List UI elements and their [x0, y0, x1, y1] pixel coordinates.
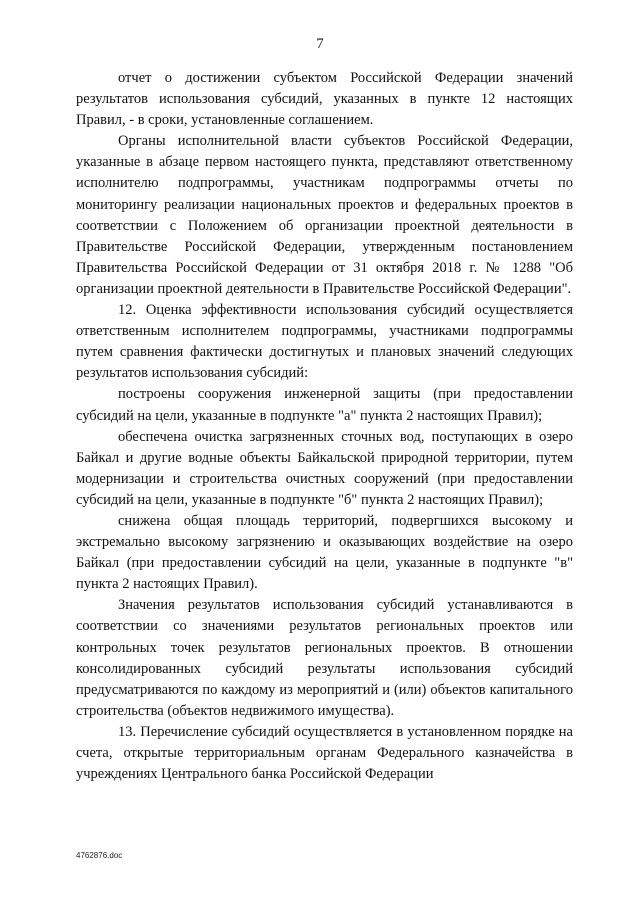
- paragraph-13-transfer: 13. Перечисление субсидий осуществляется в установленном порядке на счета, открытые территориальным органам Федерального казначейства в учреждениях Центрального банка Российской Федерации: [76, 723, 573, 783]
- page-number: 7: [316, 36, 324, 52]
- paragraph-result-values: Значения результатов использования субсидий устанавливаются в соответствии со значениями результатов региональных проектов или контрольных точек результатов региональных проектов. В отношении консолидированных субсидий результаты использования субсидий предусматриваются по каждому из мероприятий и (или) объектов капитального строительства (объектов недвижимого имущества).: [76, 597, 573, 719]
- paragraph-executive-bodies: Органы исполнительной власти субъектов Российской Федерации, указанные в абзаце первом настоящего пункта, представляют ответственному исполнителю подпрограммы, участникам подпрограммы отчеты по мониторингу реализации национальных проектов и федеральных проектов в соответствии с Положением об организации проектной деятельности в Правительстве Российской Федерации, утвержденным постановлением Правительства Российской Федерации от 31 октября 2018 г. № 1288 "Об организации проектной деятельности в Правительстве Российской Федерации".: [76, 133, 573, 297]
- paragraph-result-protection: построены сооружения инженерной защиты (при предоставлении субсидий на цели, указанные в подпункте "а" пункта 2 настоящих Правил);: [76, 386, 573, 424]
- document-body: [76, 68, 573, 785]
- footer-file-name: 4762876.doc: [76, 851, 123, 860]
- paragraph-report-deadline: отчет о достижении субъектом Российской Федерации значений результатов использования субсидий, указанных в пункте 12 настоящих Правил, - в сроки, установленные соглашением.: [76, 70, 573, 129]
- paragraph-result-pollution: снижена общая площадь территорий, подвергшихся высокому и экстремально высокому загрязнению и оказывающих воздействие на озеро Байкал (при предоставлении субсидий на цели, указанные в подпункте "в" пункта 2 настоящих Правил).: [76, 512, 573, 593]
- paragraph-12-evaluation: 12. Оценка эффективности использования субсидий осуществляется ответственным исполнителем подпрограммы, участниками подпрограммы путем сравнения фактически достигнутых и плановых значений следующих результатов использования субсидий:: [76, 302, 573, 382]
- paragraph-result-wastewater: обеспечена очистка загрязненных сточных вод, поступающих в озеро Байкал и другие водные объекты Байкальской природной территории, путем модернизации и строительства очистных сооружений (при предоставлении субсидий на цели, указанные в подпункте "б" пункта 2 настоящих Правил);: [76, 428, 573, 508]
